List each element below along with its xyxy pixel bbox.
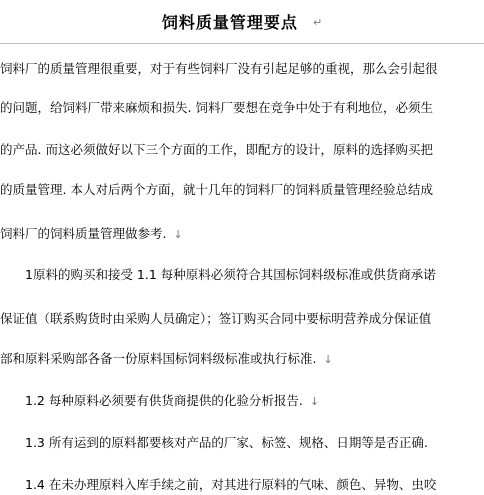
body-line	[0, 139, 484, 161]
body-line	[0, 308, 484, 330]
body-line-text: 1.3 所有运到的原料都要核对产品的厂家、标签、规格、日期等是否正确.	[0, 435, 428, 450]
line-break-icon: ↓	[323, 353, 333, 366]
body-line-text: 饲料厂的质量管理很重要，对于有些饲料厂没有引起足够的重视，那么会引起很	[0, 61, 438, 76]
body-line-text: 的质量管理. 本人对后两个方面，就十几年的饲料厂的饲料质量管理经验总结成	[0, 182, 433, 197]
title-divider	[0, 43, 484, 44]
body-line	[0, 348, 484, 370]
page-title: 饲料质量管理要点	[161, 13, 298, 32]
title-row	[0, 11, 484, 35]
body-line	[0, 58, 484, 80]
body-line	[0, 390, 484, 412]
body-line-text: 1.4 在未办理原料入库手续之前，对其进行原料的气味、颜色、异物、虫咬	[0, 477, 437, 492]
body-line-text: 部和原料采购部各备一份原料国标饲料级标准或执行标准.	[0, 351, 321, 366]
body-line	[0, 264, 484, 286]
paragraph-mark-icon: ↵	[312, 16, 323, 29]
body-line	[0, 179, 484, 201]
body-line	[0, 474, 484, 495]
line-break-icon: ↓	[309, 395, 320, 408]
line-break-icon: ↓	[173, 228, 183, 241]
body-line-text: 饲料厂的饲料质量管理做参考.	[0, 226, 171, 241]
body-line-text: 的产品. 而这必须做好以下三个方面的工作，即配方的设计，原料的选择购买把	[0, 142, 433, 157]
body-line	[0, 223, 484, 245]
body-line-text: 保证值（联系购货时由采购人员确定）；签订购买合同中要标明营养成分保证值	[0, 311, 432, 326]
body-line-text: 1.2 每种原料必须要有供货商提供的化验分析报告.	[0, 393, 307, 408]
body-line	[0, 432, 484, 454]
body-line-text: 1原料的购买和接受 1.1 每种原料必须符合其国标饲料级标准或供货商承诺	[0, 267, 436, 282]
body-line	[0, 97, 484, 119]
body-line-text: 的问题，给饲料厂带来麻烦和损失. 饲料厂要想在竞争中处于有利地位，必须生	[0, 100, 433, 115]
